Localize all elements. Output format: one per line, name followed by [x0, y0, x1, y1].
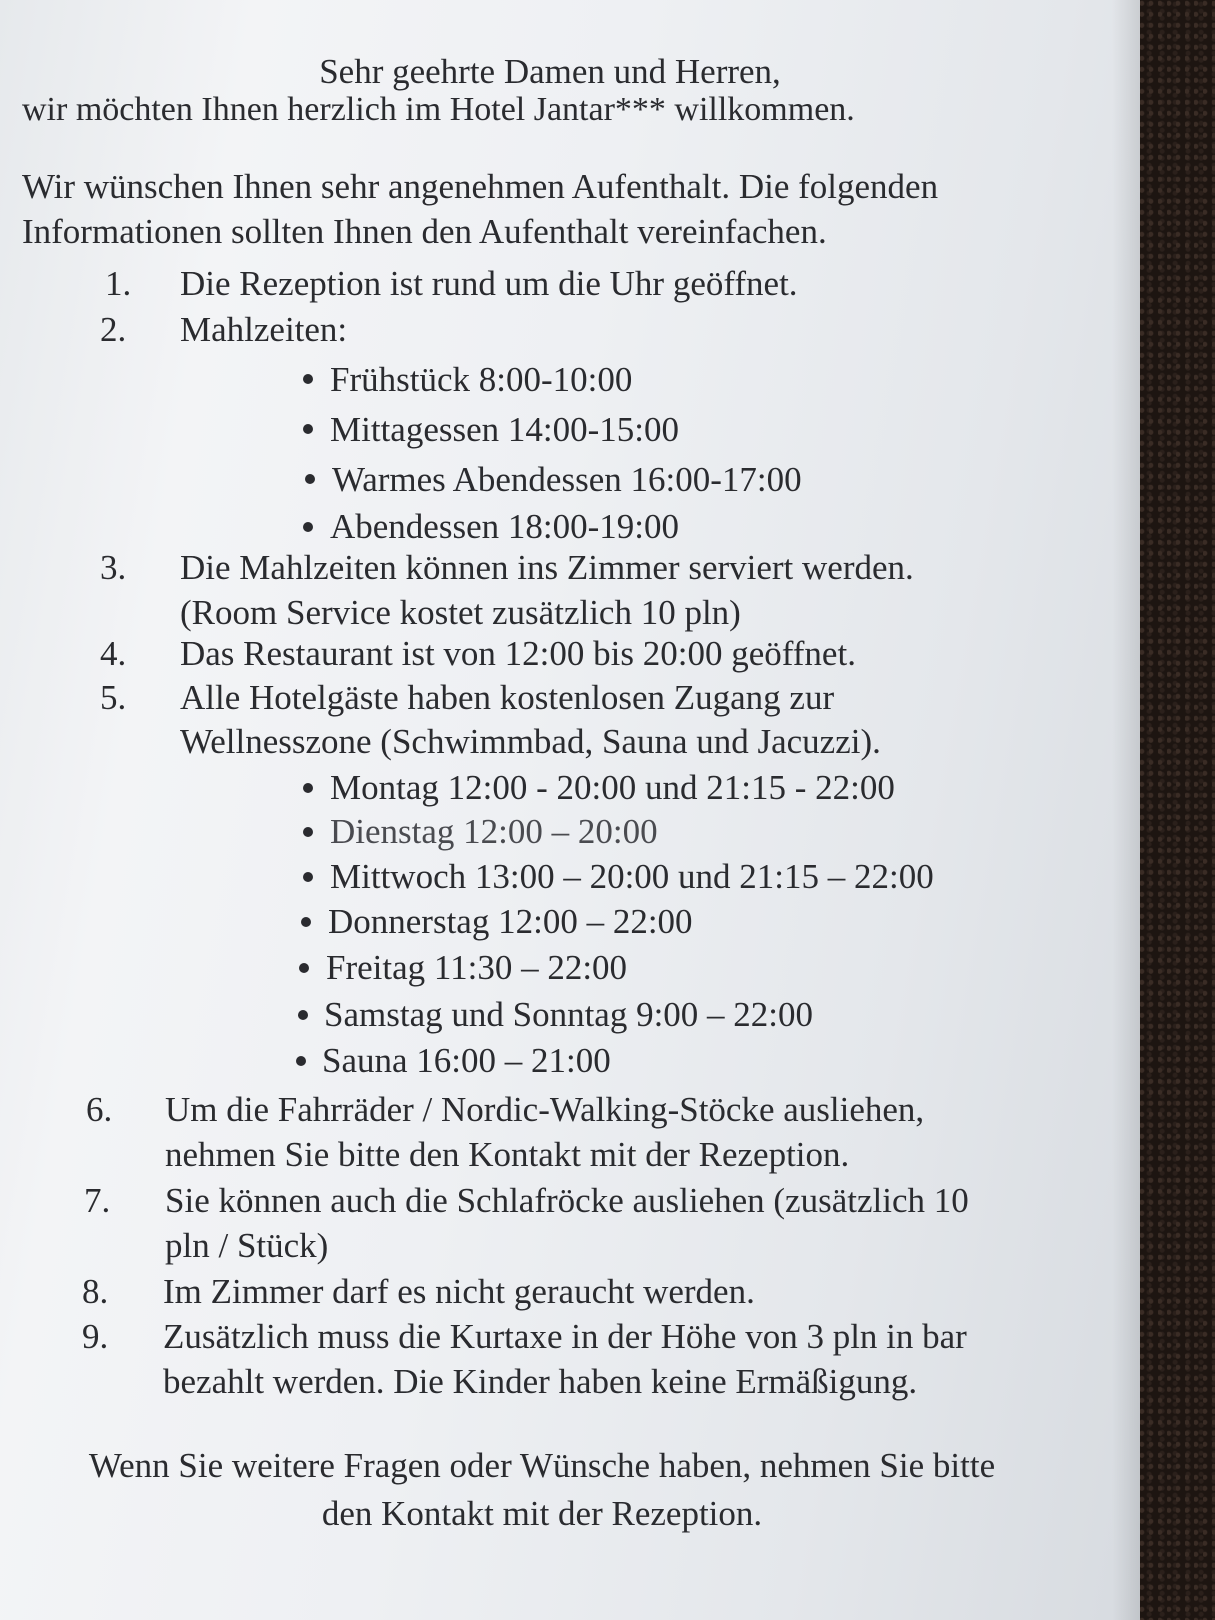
item-number-7: 7. — [84, 1181, 111, 1220]
meal-warm-dinner: Warmes Abendessen 16:00-17:00 — [332, 460, 802, 499]
item-number-1: 1. — [105, 264, 132, 303]
wellness-weekend: Samstag und Sonntag 9:00 – 22:00 — [324, 995, 814, 1034]
item-1-text: Die Rezeption ist rund um die Uhr geöffnet. — [180, 264, 798, 303]
welcome-line: wir möchten Ihnen herzlich im Hotel Jantar*** willkommen. — [22, 91, 855, 128]
intro-line-2: Informationen sollten Ihnen den Aufenthalt vereinfachen. — [22, 212, 827, 251]
item-4-text: Das Restaurant ist von 12:00 bis 20:00 geöffnet. — [180, 634, 856, 673]
meal-breakfast: Frühstück 8:00-10:00 — [330, 360, 633, 399]
wellness-monday: Montag 12:00 - 20:00 und 21:15 - 22:00 — [330, 768, 895, 807]
bullet-icon — [296, 1056, 306, 1066]
item-5-text-line-1: Alle Hotelgäste haben kostenlosen Zugang zur — [180, 678, 835, 717]
item-number-5: 5. — [100, 678, 127, 717]
bullet-icon — [303, 872, 313, 882]
item-number-2: 2. — [100, 310, 127, 349]
item-2-text: Mahlzeiten: — [180, 310, 348, 349]
bullet-icon — [303, 522, 313, 532]
meal-dinner: Abendessen 18:00-19:00 — [330, 507, 679, 546]
bullet-icon — [303, 827, 313, 837]
item-number-8: 8. — [82, 1272, 109, 1311]
item-number-4: 4. — [100, 634, 127, 673]
bullet-icon — [303, 424, 313, 434]
bullet-icon — [301, 917, 311, 927]
wellness-tuesday: Dienstag 12:00 – 20:00 — [330, 812, 658, 851]
item-number-6: 6. — [86, 1090, 113, 1129]
meal-lunch: Mittagessen 14:00-15:00 — [330, 410, 679, 449]
bullet-icon — [305, 474, 315, 484]
wellness-friday: Freitag 11:30 – 22:00 — [326, 948, 628, 987]
salutation: Sehr geehrte Damen und Herren, — [319, 52, 781, 91]
wellness-sauna: Sauna 16:00 – 21:00 — [322, 1041, 611, 1080]
bullet-icon — [298, 1010, 308, 1020]
item-3-text-line-2: (Room Service kostet zusätzlich 10 pln) — [180, 593, 741, 632]
intro-line-1: Wir wünschen Ihnen sehr angenehmen Aufenthalt. Die folgenden — [22, 167, 939, 206]
item-8-text: Im Zimmer darf es nicht geraucht werden. — [163, 1272, 755, 1311]
item-7-text-line-1: Sie können auch die Schlafröcke ausliehen (zusätzlich 10 — [165, 1181, 969, 1220]
closing-line-1: Wenn Sie weitere Fragen oder Wünsche haben, nehmen Sie bitte — [88, 1446, 996, 1485]
item-number-9: 9. — [82, 1317, 109, 1356]
background-surface — [1140, 0, 1215, 1620]
item-5-text-line-2: Wellnesszone (Schwimmbad, Sauna und Jacuzzi). — [180, 722, 881, 761]
bullet-icon — [303, 783, 313, 793]
item-6-text-line-1: Um die Fahrräder / Nordic-Walking-Stöcke ausliehen, — [165, 1090, 925, 1129]
item-3-text-line-1: Die Mahlzeiten können ins Zimmer serviert werden. — [180, 548, 914, 587]
item-9-text-line-2: bezahlt werden. Die Kinder haben keine Ermäßigung. — [163, 1362, 918, 1401]
wellness-wednesday: Mittwoch 13:00 – 20:00 und 21:15 – 22:00 — [330, 857, 934, 896]
item-number-3: 3. — [100, 548, 127, 587]
bullet-icon — [303, 374, 313, 384]
bullet-icon — [299, 963, 309, 973]
item-7-text-line-2: pln / Stück) — [165, 1226, 329, 1265]
item-6-text-line-2: nehmen Sie bitte den Kontakt mit der Rezeption. — [165, 1135, 850, 1174]
closing-line-2: den Kontakt mit der Rezeption. — [321, 1494, 763, 1533]
wellness-thursday: Donnerstag 12:00 – 22:00 — [328, 902, 693, 941]
item-9-text-line-1: Zusätzlich muss die Kurtaxe in der Höhe von 3 pln in bar — [163, 1317, 967, 1356]
